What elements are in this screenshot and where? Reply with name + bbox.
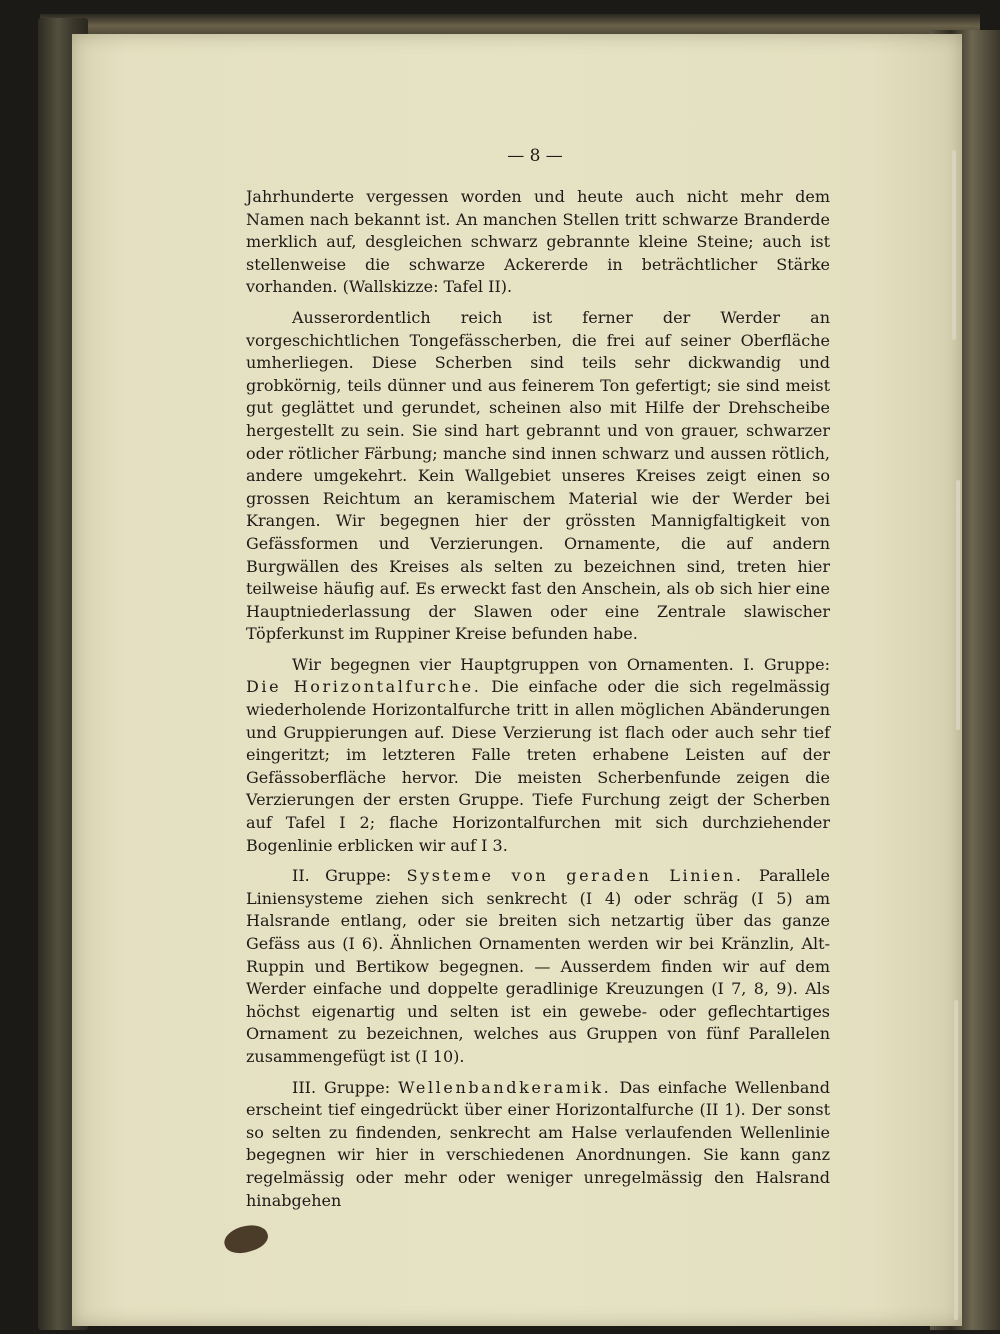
spaced-heading: Wellenbandkeramik. xyxy=(398,1077,612,1097)
body-text xyxy=(246,186,830,1220)
paragraph-text: Parallele Liniensysteme ziehen sich senkrecht (I 4) oder schräg (I 5) am Halsrande entlang, oder sie breiten sich netzartig über das ganze Gefäss aus (I 6). Ähnlichen Ornamenten werden wir bei Kränzlin, Alt-Ruppin und Bertikow begegnen. — Ausserdem finden wir auf dem Werder einfache und doppelte geradlinige Kreuzungen (I 7, 8, 9). Als höchst eigenartig und selten ist ein gewebe- oder geflechtartiges Ornament zu bezeichnen, welches aus Gruppen von fünf Parallelen zusammengefügt ist (I 10). xyxy=(246,866,830,1066)
spaced-heading: Systeme von geraden Linien. xyxy=(406,866,744,886)
paragraph-lead: III. Gruppe: xyxy=(292,1077,391,1097)
paragraph-lead: Wir begegnen vier Hauptgruppen von Ornamenten. I. Gruppe: xyxy=(292,654,830,674)
spaced-heading: Die Horizontalfurche. xyxy=(246,677,482,697)
page-number: — 8 — xyxy=(507,146,563,166)
binding-thread xyxy=(954,1000,958,1320)
binding-thread xyxy=(952,150,956,340)
paragraph-text: Die einfache oder die sich regelmässig wiederholende Horizontalfurche tritt in allen möglichen Abänderungen und Gruppierungen auf. Diese Verzierung ist flach oder auch sehr tief eingeritzt; im letzteren Falle treten erhabene Leisten auf der Gefässoberfläche hervor. Die meisten Scherbenfunde zeigen die Verzierungen der ersten Gruppe. Tiefe Furchung zeigt der Scherben auf Tafel I 2; flache Horizontalfurchen mit sich durchziehender Bogenlinie erblicken wir auf I 3. xyxy=(246,677,830,855)
paragraph xyxy=(246,654,830,857)
paragraph: Ausserordentlich reich ist ferner der Werder an vorgeschichtlichen Tongefässcherben, die frei auf seiner Oberfläche umherliegen. Diese Scherben sind teils sehr dickwandig und grobkörnig, teils dünner und aus feinerem Ton gefertigt; sie sind meist gut geglättet und gerundet, scheinen also mit Hilfe der Drehscheibe hergestellt zu sein. Sie sind hart gebrannt und von grauer, schwarzer oder rötlicher Färbung; manche sind innen schwarz und aussen rötlich, andere umgekehrt. Kein Wallgebiet unseres Kreises zeigt einen so grossen Reichtum an keramischem Material wie der Werder bei Krangen. Wir begegnen hier der grössten Mannigfaltigkeit von Gefässformen und Verzierungen. Ornamente, die auf andern Burgwällen des Kreises als selten zu bezeichnen sind, treten hier teilweise häufig auf. Es erweckt fast den Anschein, als ob sich hier eine Hauptniederlassung der Slawen oder eine Zentrale slawischer Töpferkunst im Ruppiner Kreise befunden habe. xyxy=(246,307,830,644)
paragraph-text: Das einfache Wellenband erscheint tief eingedrückt über einer Horizontalfurche (II 1). Der sonst so selten zu findenden, senkrecht am Halse verlaufenden Wellenlinie begegnen wir hier in verschiedenen Anordnungen. Sie kann ganz regelmässig oder mehr oder weniger unregelmässig den Halsrand hinabgehen xyxy=(246,1077,830,1210)
paragraph xyxy=(246,865,830,1068)
binding-thread xyxy=(956,480,960,730)
paragraph-lead: II. Gruppe: xyxy=(292,866,392,886)
paragraph xyxy=(246,1077,830,1213)
paragraph: Jahrhunderte vergessen worden und heute auch nicht mehr dem Namen nach bekannt ist. An manchen Stellen tritt schwarze Branderde merklich auf, desgleichen schwarz gebrannte kleine Steine; auch ist stellenweise die schwarze Ackererde in beträchtlicher Stärke vorhanden. (Wallskizze: Tafel II). xyxy=(246,187,830,297)
